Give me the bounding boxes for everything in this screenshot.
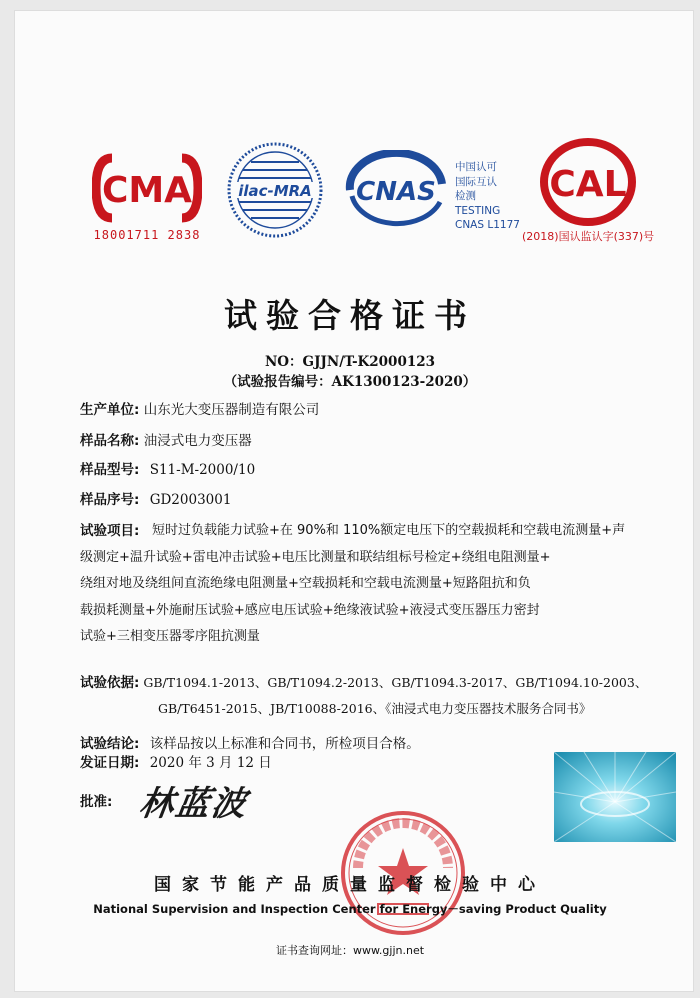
verification-url: 证书查询网址：www.gjjn.net xyxy=(275,944,425,957)
conclusion-row xyxy=(80,732,420,752)
model-value: S11-M-2000/10 xyxy=(149,462,256,478)
test-basis-line: GB/T1094.1-2013、GB/T1094.2-2013、GB/T1094.3-2017、GB/T1094.10-2003、 xyxy=(143,675,648,690)
issue-date-row xyxy=(80,751,272,771)
serial-label: 样品序号: xyxy=(80,492,140,508)
cma-logo xyxy=(92,150,202,226)
serial-value: GD2003001 xyxy=(149,492,232,508)
model-label: 样品型号: xyxy=(80,462,140,478)
issuing-organization-en: National Supervision and Inspection Center for Energy－saving Product Quality xyxy=(93,902,607,916)
model-row xyxy=(80,458,255,478)
manufacturer-row xyxy=(80,398,319,418)
sample-name-label: 样品名称: xyxy=(80,433,140,449)
conclusion-value: 该样品按以上标准和合同书，所检项目合格。 xyxy=(149,736,420,752)
conclusion-label: 试验结论: xyxy=(80,736,140,752)
cnas-logo-text: CNAS xyxy=(356,177,436,207)
test-items-line: 试验+三相变压器零序阻抗测量 xyxy=(80,629,260,644)
cnas-logo xyxy=(338,150,453,230)
serial-row xyxy=(80,488,231,508)
test-items-line: 级测定+温升试验+雷电冲击试验+电压比测量和联结组标号检定+绕组电阻测量+ xyxy=(80,549,551,565)
test-items-list xyxy=(152,518,658,545)
ilac-mra-logo xyxy=(225,140,325,240)
approval-row xyxy=(80,790,112,810)
test-items-continued xyxy=(80,545,658,651)
test-basis-line: GB/T6451-2015、JB/T10088-2016、《油浸式电力变压器技术服务合同书》 xyxy=(158,701,592,716)
cma-number: 18001711 2838 xyxy=(93,228,201,242)
cal-logo xyxy=(538,138,638,226)
test-items-line: 绕组对地及绕组间直流绝缘电阻测量+空载损耗和空载电流测量+短路阻抗和负 xyxy=(80,576,531,591)
approver-signature: 林蓝波 xyxy=(136,784,251,824)
cal-number: (2018)国认监认字(337)号 xyxy=(522,230,655,243)
cnas-accreditation-text: 中国认可 国际互认 检测 TESTING CNAS L1177 xyxy=(455,161,520,231)
approval-label: 批准: xyxy=(80,794,113,810)
issue-date-label: 发证日期: xyxy=(80,755,140,771)
issue-date-value: 2020 年 3 月 12 日 xyxy=(149,755,272,771)
test-items-line: 短时过负载能力试验+在 90%和 110%额定电压下的空载损耗和空载电流测量+声 xyxy=(152,523,626,538)
certificate-title: 试验合格证书 xyxy=(224,296,476,335)
sample-name-value: 油浸式电力变压器 xyxy=(143,433,252,449)
manufacturer-label: 生产单位: xyxy=(80,402,140,418)
issuing-organization-cn: 国家节能产品质量监督检验中心 xyxy=(154,875,546,895)
ilac-mra-text: ilac-MRA xyxy=(238,182,312,200)
sample-name-row xyxy=(80,429,252,449)
test-items-line: 载损耗测量+外施耐压试验+感应电压试验+绝缘液试验+液浸式变压器压力密封 xyxy=(80,602,540,618)
test-basis xyxy=(80,670,660,722)
manufacturer-value: 山东光大变压器制造有限公司 xyxy=(143,402,320,418)
hologram-sticker xyxy=(554,752,676,842)
cal-logo-text: CAL xyxy=(549,164,627,205)
test-items xyxy=(80,518,658,651)
test-items-label: 试验项目: xyxy=(80,523,140,539)
cma-logo-text: CMA xyxy=(101,170,193,211)
report-number: （试验报告编号：AK1300123-2020） xyxy=(223,374,477,390)
certificate-number: NO：GJJN/T-K2000123 xyxy=(264,354,436,370)
test-basis-label: 试验依据: xyxy=(80,675,140,691)
